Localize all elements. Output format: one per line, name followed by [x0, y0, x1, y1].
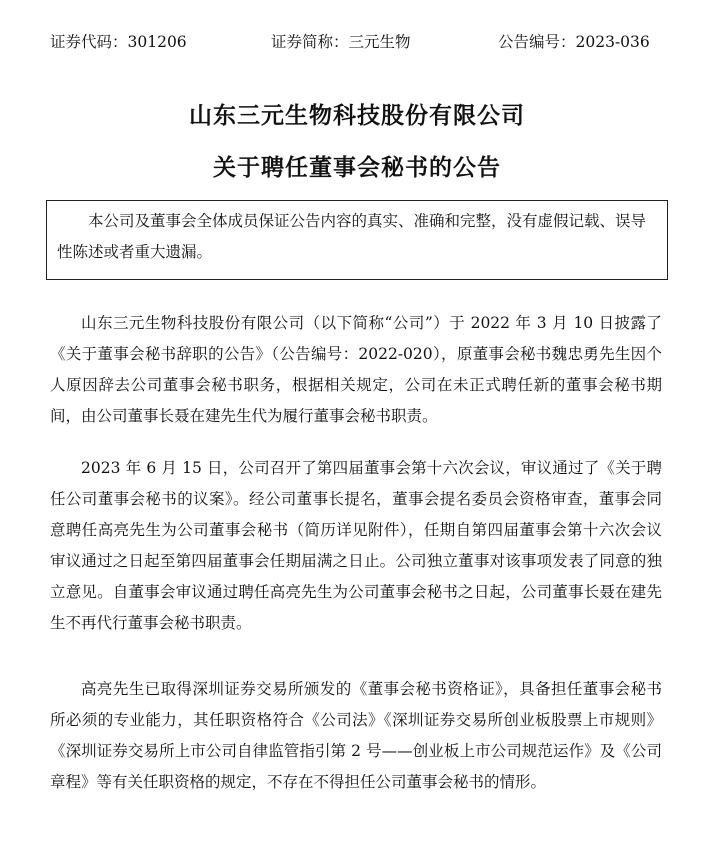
stock-code: 证券代码：301206 [50, 33, 187, 51]
stock-short-name: 证券简称：三元生物 [271, 33, 411, 51]
disclaimer-text: 本公司及董事会全体成员保证公告内容的真实、准确和完整，没有虚假记载、误导性陈述或者重大遗漏。 [57, 212, 647, 261]
body-paragraph-3: 高亮先生已取得深圳证券交易所颁发的《董事会秘书资格证》，具备担任董事会秘书所必须的专业能力，其任职资格符合《公司法》《深圳证券交易所创业板股票上市规则》《深圳证券交易所上市公司自律监管指引第 2 号——创业板上市公司规范运作》及《公司章程》等有关任职资格的规定，不存在不得担任公司董事会秘书的情形。 [50, 680, 662, 791]
announcement-number: 公告编号：2023-036 [498, 33, 650, 51]
body-paragraph-1: 山东三元生物科技股份有限公司（以下简称“公司”）于 2022 年 3 月 10 日披露了《关于董事会秘书辞职的公告》（公告编号：2022-020），原董事会秘书魏忠勇先生因个人原因辞去公司董事会秘书职务，根据相关规定，公司在未正式聘任新的董事会秘书期间，由公司董事长聂在建先生代为履行董事会秘书职责。 [50, 314, 662, 425]
company-title: 山东三元生物科技股份有限公司 [189, 103, 525, 129]
document-header [0, 30, 714, 54]
body-paragraph-2: 2023 年 6 月 15 日，公司召开了第四届董事会第十六次会议，审议通过了《关于聘任公司董事会秘书的议案》。经公司董事长提名，董事会提名委员会资格审查，董事会同意聘任高亮先生为公司董事会秘书（简历详见附件），任期自第四届董事会第十六次会议审议通过之日起至第四届董事会任期届满之日止。公司独立董事对该事项发表了同意的独立意见。自董事会审议通过聘任高亮先生为公司董事会秘书之日起，公司董事长聂在建先生不再代行董事会秘书职责。 [50, 459, 662, 632]
announcement-title: 关于聘任董事会秘书的公告 [213, 155, 501, 181]
disclaimer-box [46, 200, 668, 280]
